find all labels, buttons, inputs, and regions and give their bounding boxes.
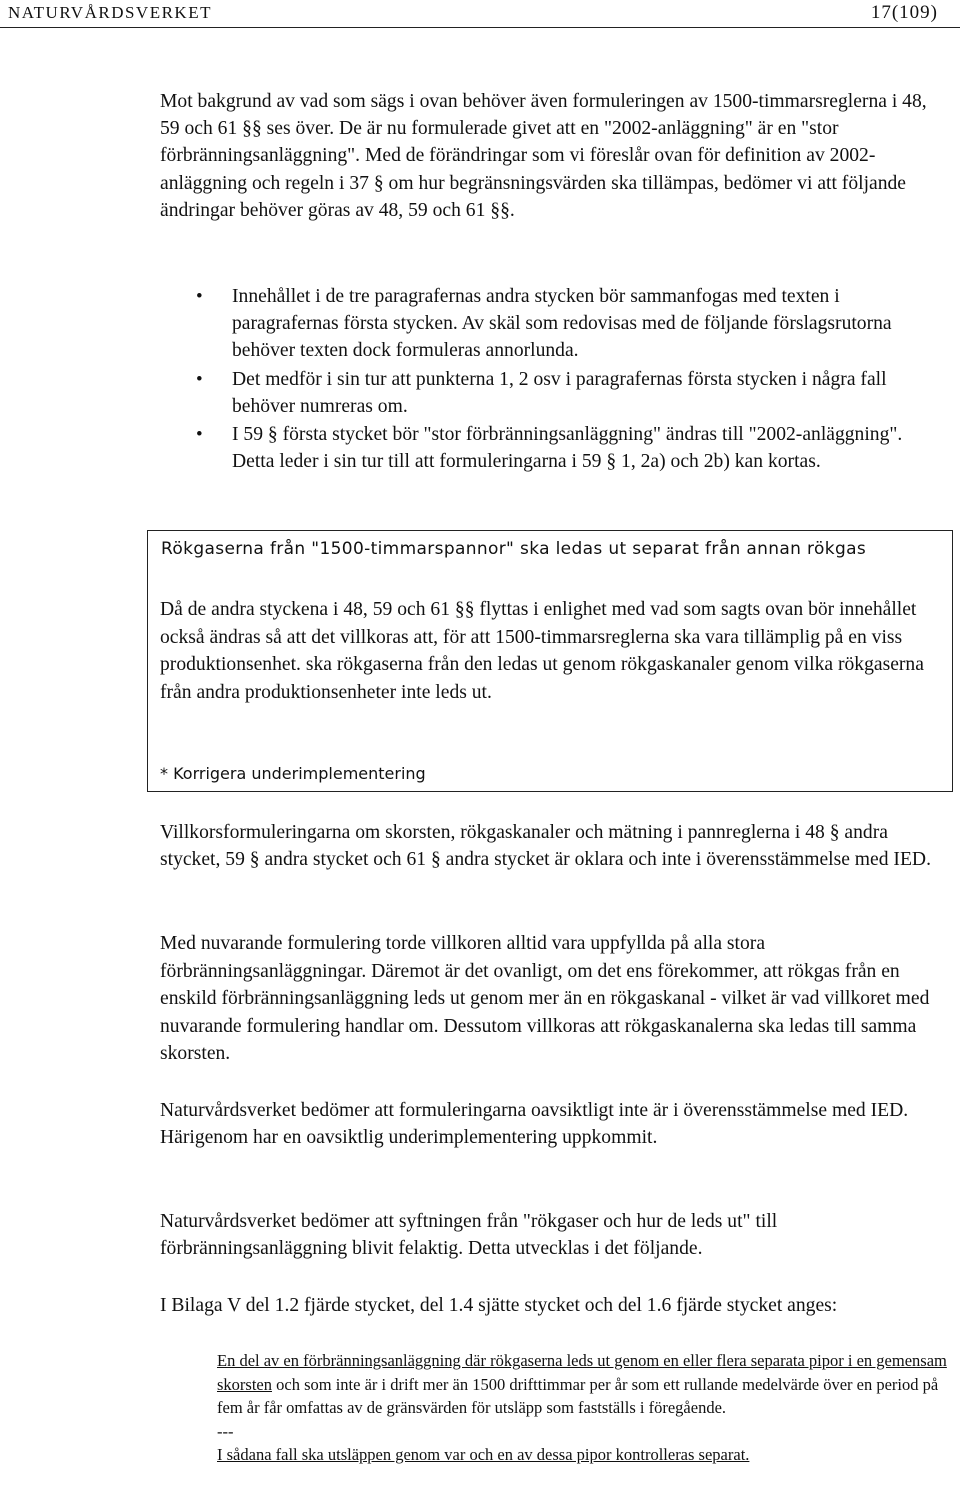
annex-quote bbox=[217, 1349, 947, 1467]
list-item: • Det medför i sin tur att punkterna 1, 2 osv i paragrafernas första stycken i några fall behöver numreras om. bbox=[160, 366, 940, 420]
paragraph-current-wording: Med nuvarande formulering torde villkoren alltid vara uppfyllda på alla stora förbränningsanläggningar. Däremot är det ovanligt, om det ens förekommer, att rökgas från en enskild förbränningsanläggning leds ut genom mer än en rökgaskanal - vilket är vad villkoret med nuvarande formulering handlar om. Dessutom villkoras att rökgaskanalerna ska ledas till samma skorsten. bbox=[160, 933, 930, 1064]
agency-name: NATURVÅRDSVERKET bbox=[8, 3, 212, 22]
paragraph-annex-reference: I Bilaga V del 1.2 fjärde stycket, del 1.4 sjätte stycket och del 1.6 fjärde stycket anges: bbox=[160, 1295, 838, 1316]
quote-text: och som inte är i drift mer än 1500 drifttimmar per år som ett rullande medelvärde över en period på fem år får omfattas av de gränsvärden för utsläpp som fastställs i föregående. bbox=[217, 1374, 939, 1417]
change-list bbox=[160, 283, 940, 477]
quote-underlined-text: I sådana fall ska utsläppen genom var och en av dessa pipor kontrolleras separat. bbox=[217, 1445, 750, 1464]
proposal-box bbox=[147, 530, 953, 792]
proposal-note: * Korrigera underimplementering bbox=[160, 764, 426, 783]
paragraph-reference-error: Naturvårdsverket bedömer att syftningen från "rökgaser och hur de leds ut" till förbränningsanläggning blivit felaktig. Detta utvecklas i det följande. bbox=[160, 1211, 778, 1260]
header-divider bbox=[0, 27, 960, 28]
intro-paragraph: Mot bakgrund av vad som sägs i ovan behöver även formuleringen av 1500-timmarsreglerna i 48, 59 och 61 §§ ses över. De är nu formulerade givet att en "2002-anläggning" är en "stor förbränningsanläggning". Med de förändringar som vi föreslår ovan för definition av 2002-anläggning och regeln i 37 § om hur begränsningsvärden ska tillämpas, bedömer vi att följande ändringar behöver göras av 48, 59 och 61 §§. bbox=[160, 91, 927, 221]
quote-separator: --- bbox=[217, 1421, 234, 1441]
quote-paragraph bbox=[217, 1443, 947, 1467]
quote-underlined-text: En del av en förbränningsanläggning där rökgaserna leds ut genom en eller flera separata pipor i en gemensam skorsten bbox=[217, 1351, 947, 1394]
proposal-title: Rökgaserna från "1500-timmarspannor" ska ledas ut separat från annan rökgas bbox=[161, 539, 867, 559]
page-number: 17(109) bbox=[870, 2, 938, 23]
paragraph-conditions: Villkorsformuleringarna om skorsten, rökgaskanaler och mätning i pannreglerna i 48 § andra stycket, 59 § andra stycket och 61 § andra stycket är oklara och inte i överensstämmelse med IED. bbox=[160, 822, 931, 871]
list-item: • Innehållet i de tre paragrafernas andra stycken bör sammanfogas med texten i paragrafernas första stycken. Av skäl som redovisas med de följande förslagsrutorna behöver texten dock formuleras annorlunda. bbox=[160, 283, 940, 364]
list-item: • I 59 § första stycket bör "stor förbränningsanläggning" ändras till "2002-anläggning". Detta leder i sin tur till att formuleringarna i 59 § 1, 2a) och 2b) kan kortas. bbox=[160, 421, 940, 475]
paragraph-assessment: Naturvårdsverket bedömer att formuleringarna oavsiktligt inte är i överensstämmelse med IED. Härigenom har en oavsiktlig underimplementering uppkommit. bbox=[160, 1100, 909, 1149]
page-header bbox=[0, 0, 960, 26]
quote-paragraph bbox=[217, 1349, 947, 1420]
proposal-body: Då de andra styckena i 48, 59 och 61 §§ flyttas i enlighet med vad som sagts ovan bör innehållet också ändras så att det villkoras att, för att 1500-timmarsreglerna ska vara tillämplig på en viss produktionsenhet. ska rökgaserna från den ledas ut genom rökgaskanaler genom vilka rökgaserna från andra produktionsenheter inte leds ut. bbox=[160, 599, 924, 703]
